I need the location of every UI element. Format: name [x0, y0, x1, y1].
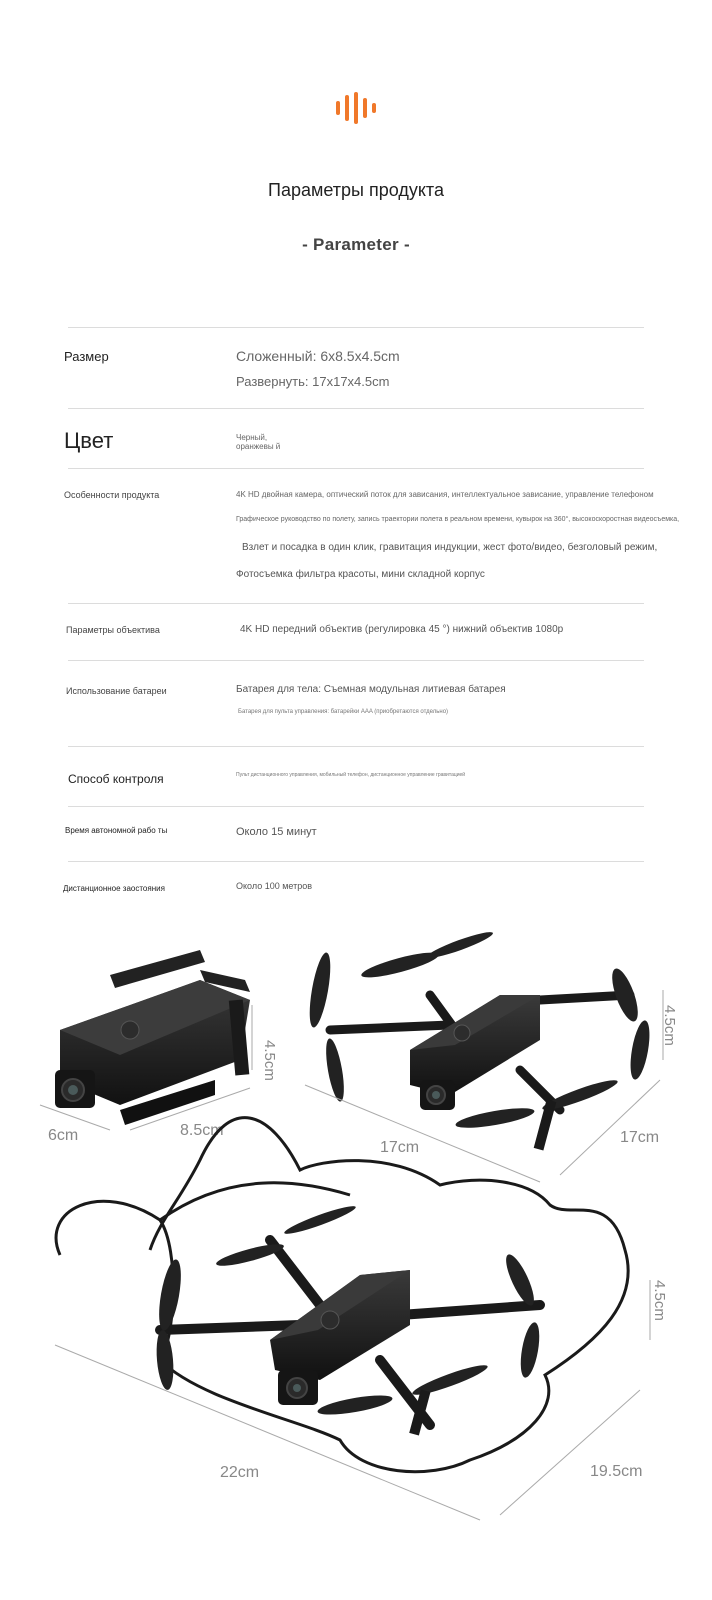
- battery-line-1: Батарея для тела: Съемная модульная литиевая батарея: [236, 684, 506, 695]
- size-label: Размер: [64, 349, 109, 364]
- open-width-label: 17cm: [380, 1139, 420, 1156]
- drone-dimensions-illustration: [0, 920, 712, 1600]
- battery-label: Использование батареи: [66, 686, 167, 696]
- folded-width-label: 8.5cm: [180, 1122, 224, 1139]
- folded-depth-label: 6cm: [48, 1127, 79, 1144]
- battery-line-2: Батарея для пульта управления: батарейки AAA (приобретаются отдельно): [238, 709, 449, 715]
- unfolded-drone: [306, 928, 654, 1150]
- features-line-3: Взлет и посадка в один клик, гравитация индукции, жест фото/видео, безголовый режим,: [242, 542, 658, 553]
- color-label: Цвет: [64, 428, 114, 453]
- divider: [68, 603, 644, 604]
- features-label: Особенности продукта: [64, 490, 160, 500]
- page-subtitle: - Parameter -: [302, 235, 410, 254]
- size-unfolded: Развернуть: 17x17x4.5cm: [236, 374, 390, 389]
- color-value: Черный, оранжевы й: [236, 433, 281, 451]
- control-value: Пульт дистанционного управления, мобильный телефон, дистанционное управление гравитацией: [236, 772, 466, 778]
- size-folded: Сложенный: 6x8.5x4.5cm: [236, 348, 400, 364]
- divider: [68, 660, 644, 661]
- open-height-label: 4.5cm: [661, 1005, 678, 1046]
- features-line-4: Фотосъемка фильтра красоты, мини складной корпус: [236, 569, 485, 580]
- folded-height-label: 4.5cm: [261, 1040, 278, 1081]
- features-line-1: 4K HD двойная камера, оптический поток для зависания, интеллектуальное зависание, управление телефоном: [236, 490, 654, 499]
- flight-time-value: Около 15 минут: [236, 826, 317, 838]
- page-title: Параметры продукта: [268, 180, 444, 200]
- guarded-drone: [56, 1118, 628, 1472]
- lens-label: Параметры объектива: [66, 625, 160, 635]
- control-label: Способ контроля: [68, 772, 164, 786]
- distance-value: Около 100 метров: [236, 881, 313, 891]
- open-depth-label: 17cm: [620, 1129, 660, 1146]
- divider: [68, 408, 644, 409]
- divider: [68, 468, 644, 469]
- lens-value: 4K HD передний объектив (регулировка 45 °) нижний объектив 1080p: [240, 624, 564, 635]
- sound-wave-icon: [336, 92, 376, 124]
- divider: [68, 806, 644, 807]
- divider: [68, 327, 644, 328]
- guard-height-label: 4.5cm: [651, 1280, 668, 1321]
- divider: [68, 746, 644, 747]
- flight-time-label: Время автономной рабо ты: [65, 826, 168, 835]
- guard-width-label: 22cm: [220, 1464, 260, 1481]
- guard-depth-label: 19.5cm: [590, 1463, 643, 1480]
- divider: [68, 861, 644, 862]
- features-line-2: Графическое руководство по полету, запись траектории полета в реальном времени, кувырок на 360°, высокоскоростная видеосъемка,: [236, 516, 680, 523]
- distance-label: Дистанционное заостояния: [63, 884, 165, 893]
